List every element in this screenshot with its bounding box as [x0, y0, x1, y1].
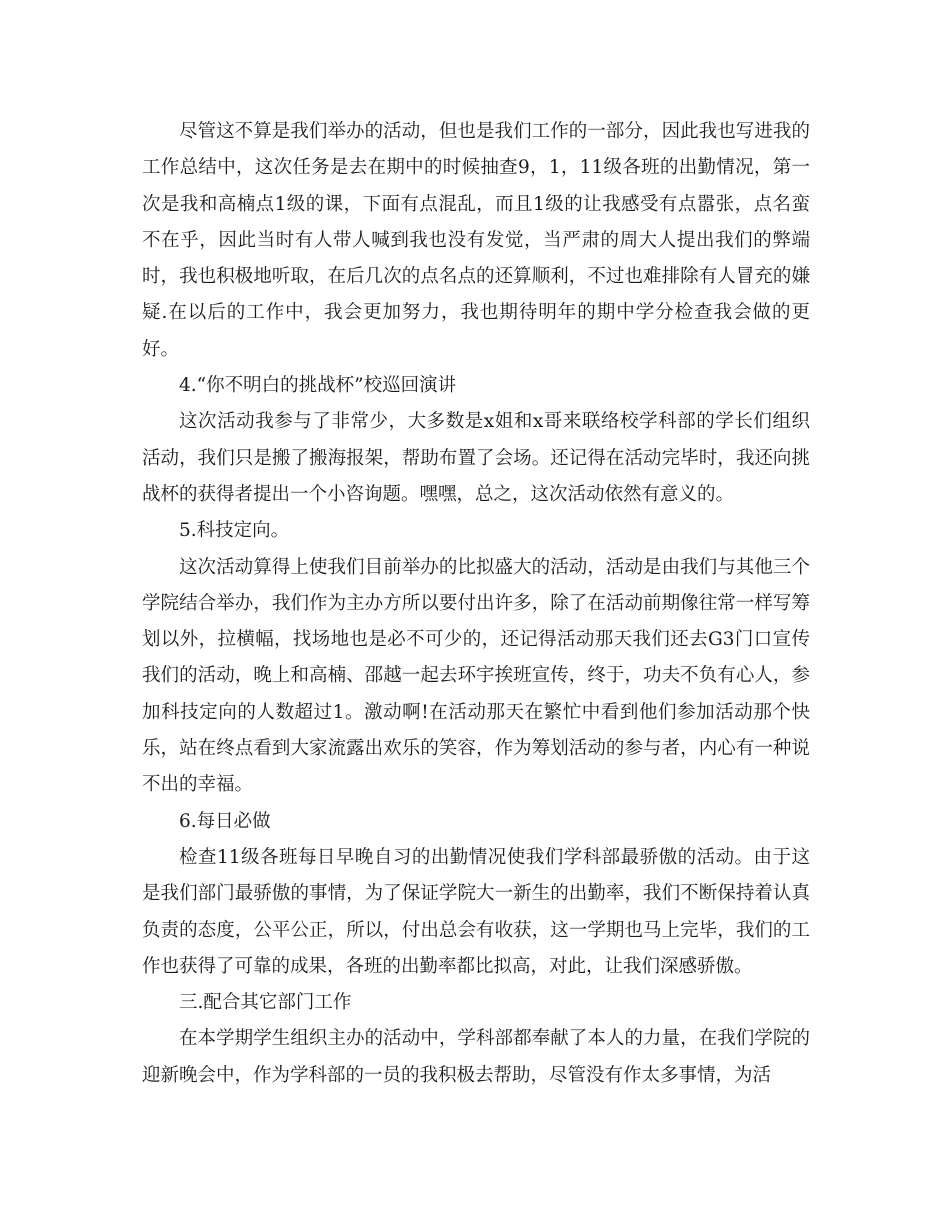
paragraph-challenge-cup: 这次活动我参与了非常少，大多数是x姐和x哥来联络校学科部的学长们组织活动，我们只是搬了搬海报架，帮助布置了会场。还记得在活动完毕时，我还向挑战杯的获得者提出一个小咨询题。嘿嘿，总之，这次活动依然有意义的。	[142, 411, 810, 505]
heading-orienteering: 5.科技定向。	[179, 520, 290, 542]
heading-challenge-cup-lecture: 4.“你不明白的挑战杯”校巡回演讲	[179, 375, 457, 397]
heading-cooperation: 三.配合其它部门工作	[179, 992, 352, 1014]
paragraph-attendance-check: 尽管这不算是我们举办的活动，但也是我们工作的一部分，因此我也写进我的工作总结中，这次任务是去在期中的时候抽查9，1，11级各班的出勤情况，第一次是我和高楠点1级的课，下面有点混乱，而且1级的让我感受有点嚣张，点名蛮不在乎，因此当时有人带人喊到我也没有发觉，当严肃的周大人提出我们的弊端时，我也积极地听取，在后几次的点名点的还算顺利，不过也难排除有人冒充的嫌疑.在以后的工作中，我会更加努力，我也期待明年的期中学分检查我会做的更好。	[142, 121, 810, 360]
heading-daily-duty: 6.每日必做	[179, 810, 271, 832]
document-body	[142, 114, 810, 1094]
paragraph-cooperation: 在本学期学生组织主办的活动中，学科部都奉献了本人的力量，在我们学院的迎新晚会中，作为学科部的一员的我积极去帮助，尽管没有作太多事情，为活	[142, 1028, 810, 1086]
paragraph-orienteering: 这次活动算得上使我们目前举办的比拟盛大的活动，活动是由我们与其他三个学院结合举办，我们作为主办方所以要付出许多，除了在活动前期像往常一样写筹划以外，拉横幅，找场地也是必不可少的，还记得活动那天我们还去G3门口宣传我们的活动，晚上和高楠、邵越一起去环宇挨班宣传，终于，功夫不负有心人，参加科技定向的人数超过1。激动啊!在活动那天在繁忙中看到他们参加活动那个快乐，站在终点看到大家流露出欢乐的笑容，作为筹划活动的参与者，内心有一种说不出的幸福。	[142, 556, 810, 796]
paragraph-daily-duty: 检查11级各班每日早晚自习的出勤情况使我们学科部最骄傲的活动。由于这是我们部门最骄傲的事情，为了保证学院大一新生的出勤率，我们不断保持着认真负责的态度，公平公正，所以，付出总会有收获，这一学期也马上完毕，我们的工作也获得了可靠的成果，各班的出勤率都比拟高，对此，让我们深感骄傲。	[142, 846, 810, 977]
